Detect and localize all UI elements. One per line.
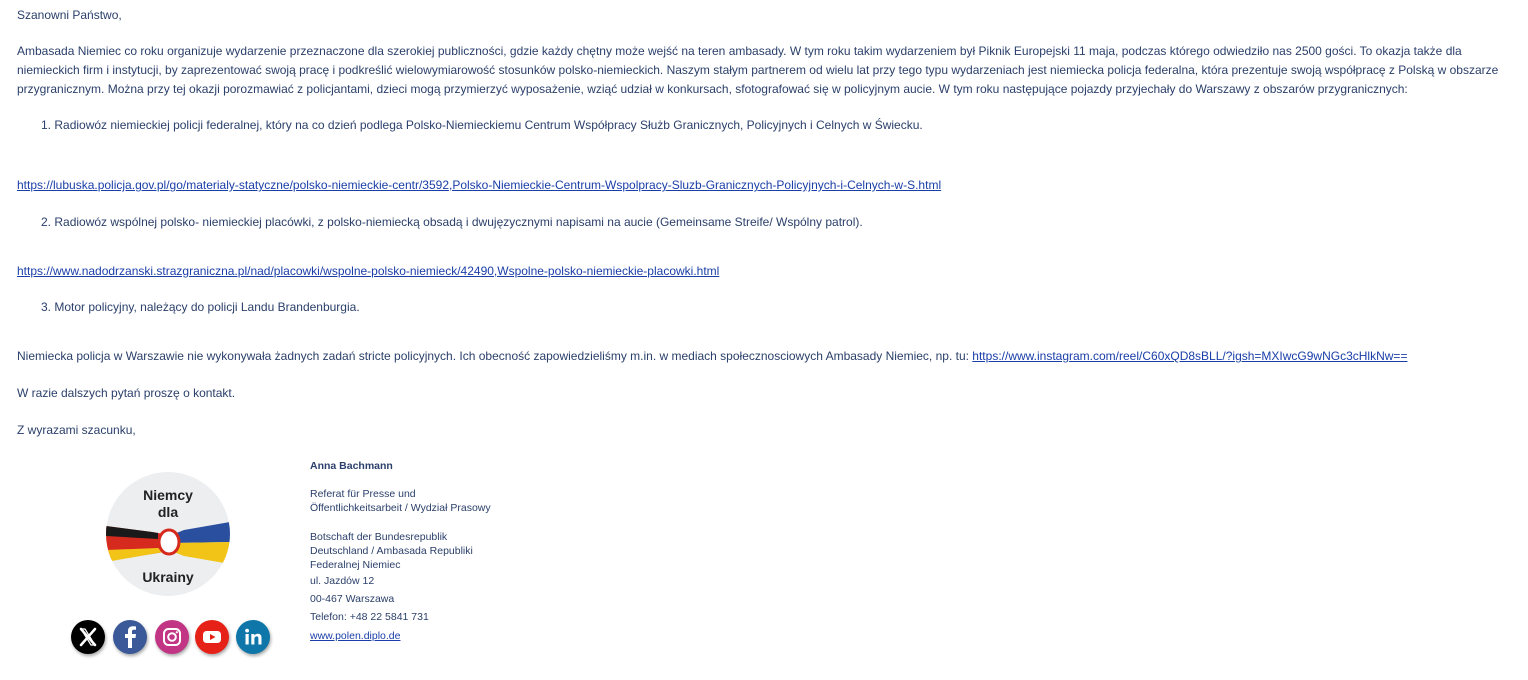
signature-org-line1: Botschaft der Bundesrepublik xyxy=(310,531,448,543)
lubuska-link[interactable]: https://lubuska.policja.gov.pl/go/materialy-statyczne/polsko-niemieckie-centr/3592,Polsko-Niemieckie-Centrum-Wspolpracy-Sluzb-Granicznych-Policyjnych-i-Celnych-w-S.html xyxy=(17,178,942,192)
website-link[interactable]: www.polen.diplo.de xyxy=(310,630,401,642)
signature-org-line2: Deutschland / Ambasada Republiki xyxy=(310,545,473,557)
signature-dept-line1: Referat für Presse und xyxy=(310,488,416,500)
list-text: Radiowóz wspólnej polsko- niemieckiej placówki, z polsko-niemiecką obsadą i dwujęzycznymi napisami na aucie (Gemeinsame Streife/ Wspólny patrol). xyxy=(54,215,863,229)
logo-line1: Niemcy xyxy=(143,487,193,503)
police-text: Niemiecka policja w Warszawie nie wykonywała żadnych zadań stricte policyjnych. Ich obecność zapowiedzieliśmy m.in. w mediach społecznosciowych Ambasady Niemiec, np. tu: xyxy=(17,349,973,363)
linkedin-icon[interactable] xyxy=(236,620,270,654)
list-text: Radiowóz niemieckiej policji federalnej, który na co dzień podlega Polsko-Niemieckiemu Centrum Współpracy Służb Granicznych, Policyjnych i Celnych w Świecku. xyxy=(54,118,923,132)
contact-line: W razie dalszych pytań proszę o kontakt. xyxy=(17,386,236,400)
signature-street: ul. Jazdów 12 xyxy=(310,575,375,587)
list-number: 3. xyxy=(41,300,52,314)
niemcy-dla-ukrainy-logo xyxy=(106,472,230,596)
signature-phone: Telefon: +48 22 5841 731 xyxy=(310,611,429,623)
greeting: Szanowni Państwo, xyxy=(17,8,122,22)
intro-paragraph: Ambasada Niemiec co roku organizuje wydarzenie przeznaczone dla szerokiej publiczności, gdzie każdy chętny może wejść na teren ambasady. W tym roku takim wydarzeniem był Piknik Europejski 11 maja, podczas którego odwiedziło nas 2500 gości. To okazja także dla niemieckich firm i instytucji, by zaprezentować swoją pracę i podkreślić wielowymiarowość stosunków polsko-niemieckich. Naszym stałym partnerem od wielu lat przy tego typu wydarzeniach jest niemiecka policja federalna, która prezentuje swoją współpracę z Polską w obszarze przygranicznym. Można przy tej okazji porozmawiać z policjantami, dzieci mogą przymierzyć wyposażenie, wziąć udział w konkursach, sfotografować się w policyjnym aucie. W tym roku następujące pojazdy przyjechały do Warszawy z obszarów przygranicznych: xyxy=(17,44,1499,96)
signature-name: Anna Bachmann xyxy=(310,460,393,472)
signature-city: 00-467 Warszawa xyxy=(310,593,395,605)
list-item-2 xyxy=(41,213,863,232)
logo-line3: Ukrainy xyxy=(142,569,194,585)
list-number: 1. xyxy=(41,118,52,132)
youtube-icon[interactable] xyxy=(195,620,229,654)
list-item-1 xyxy=(41,116,923,135)
x-icon[interactable] xyxy=(71,620,105,654)
facebook-icon[interactable] xyxy=(113,620,147,654)
list-item-3 xyxy=(41,298,360,317)
link-nadodrzanski-row xyxy=(17,262,719,281)
closing-line: Z wyrazami szacunku, xyxy=(17,423,136,437)
logo-line2: dla xyxy=(157,504,179,520)
signature-dept-line2: Öffentlichkeitsarbeit / Wydział Prasowy xyxy=(310,502,491,514)
list-number: 2. xyxy=(41,215,52,229)
link-lubuska-row xyxy=(17,176,941,195)
list-text: Motor policyjny, należący do policji Landu Brandenburgia. xyxy=(54,300,360,314)
signature-website-row xyxy=(310,629,400,643)
nadodrzanski-link[interactable]: https://www.nadodrzanski.strazgraniczna.pl/nad/placowki/wspolne-polsko-niemieck/42490,Wspolne-polsko-niemieckie-placowki.html xyxy=(17,264,720,278)
police-paragraph xyxy=(17,347,1407,366)
signature-org-line3: Federalnej Niemiec xyxy=(310,559,401,571)
instagram-link[interactable]: https://www.instagram.com/reel/C60xQD8sBLL/?igsh=MXIwcG9wNGc3cHlkNw== xyxy=(972,349,1408,363)
instagram-icon[interactable] xyxy=(155,620,189,654)
